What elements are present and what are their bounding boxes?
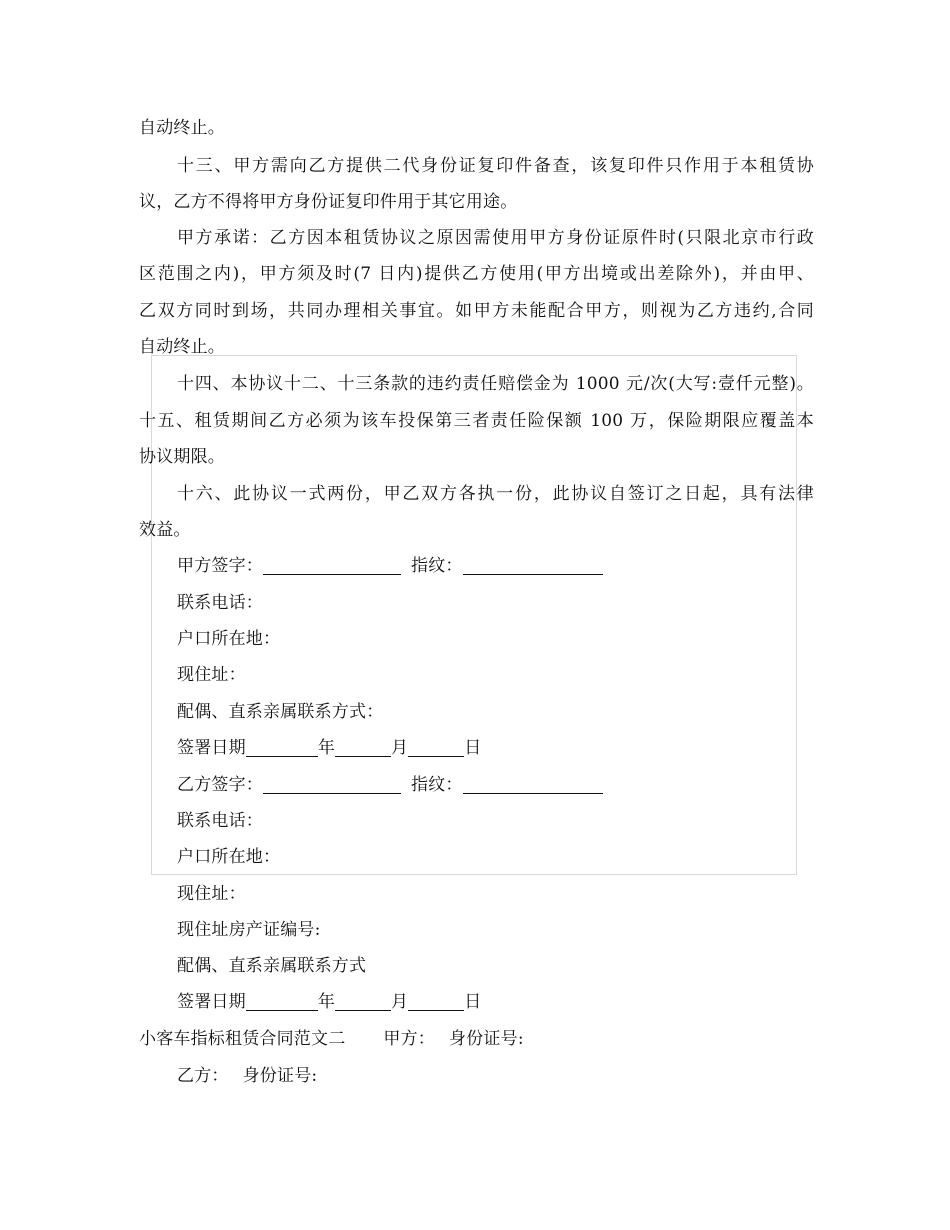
party-b-property-cert: 现住址房产证编号: [177, 920, 321, 940]
next-contract-party-b-row [177, 1058, 814, 1094]
promise-line-1: 甲方承诺：乙方因本租赁协议之原因需使用甲方身份证原件时(只限北京市行政 [177, 228, 814, 248]
party-b-year-label: 年 [317, 992, 336, 1012]
party-b-sign-field[interactable] [263, 773, 401, 794]
party-a-day-field[interactable] [408, 736, 464, 757]
party-b-fingerprint-field[interactable] [463, 773, 603, 794]
paragraph-line: 自动终止。 [139, 118, 225, 138]
party-a-fingerprint-field[interactable] [463, 554, 603, 575]
party-a-phone: 联系电话： [177, 593, 263, 613]
clause-16-line-1: 十六、此协议一式两份，甲乙双方各执一份，此协议自签订之日起，具有法律 [177, 484, 814, 504]
party-b-spouse-contact: 配偶、直系亲属联系方式 [177, 956, 367, 976]
next-contract-header-row [139, 1021, 814, 1057]
party-a-fingerprint-label: 指纹： [411, 556, 463, 576]
party-b-address: 现住址： [177, 884, 246, 904]
party-a-day-label: 日 [464, 738, 482, 758]
party-a-year-label: 年 [317, 738, 336, 758]
party-a-sign-label: 甲方签字： [177, 556, 263, 576]
clause-15-line-1: 十五、租赁期间乙方必须为该车投保第三者责任险保额 100 万，保险期限应覆盖本 [139, 411, 814, 431]
party-b-month-label: 月 [391, 992, 409, 1012]
party-b-day-label: 日 [464, 992, 482, 1012]
party-a-address: 现住址： [177, 665, 246, 685]
party-a-year-field[interactable] [246, 736, 318, 757]
party-b-month-field[interactable] [335, 990, 391, 1011]
next-contract-party-b-label: 乙方： [177, 1066, 229, 1086]
party-b-year-field[interactable] [246, 990, 318, 1011]
next-contract-id-label-a: 身份证号: [449, 1029, 524, 1049]
party-a-month-label: 月 [391, 738, 409, 758]
promise-line-2: 区范围之内)，甲方须及时(7 日内)提供乙方使用(甲方出境或出差除外)，并由甲、 [139, 264, 814, 284]
party-a-month-field[interactable] [335, 736, 391, 757]
party-a-date-row [177, 730, 814, 766]
party-b-fingerprint-label: 指纹： [411, 775, 463, 795]
party-b-date-label: 签署日期 [177, 992, 246, 1012]
clause-13-line-1: 十三、甲方需向乙方提供二代身份证复印件备查，该复印件只作用于本租赁协 [177, 156, 814, 176]
party-b-hukou: 户口所在地： [177, 847, 281, 867]
party-a-sign-field[interactable] [263, 554, 401, 575]
promise-line-4: 自动终止。 [139, 337, 225, 357]
party-b-date-row [177, 984, 814, 1020]
next-contract-party-a-label: 甲方： [383, 1029, 436, 1049]
next-contract-id-label-b: 身份证号: [242, 1066, 318, 1086]
party-b-sign-label: 乙方签字： [177, 775, 263, 795]
party-a-signature-row [177, 548, 814, 584]
clause-15-line-2: 协议期限。 [139, 447, 225, 467]
party-b-phone: 联系电话： [177, 811, 263, 831]
next-contract-title: 小客车指标租赁合同范文二 [139, 1029, 346, 1049]
party-b-day-field[interactable] [408, 990, 464, 1011]
party-b-signature-row [177, 767, 814, 803]
party-a-date-label: 签署日期 [177, 738, 246, 758]
clause-14-line: 十四、本协议十二、十三条款的违约责任赔偿金为 1000 元/次(大写:壹仟元整)。 [177, 374, 814, 394]
party-a-spouse-contact: 配偶、直系亲属联系方式： [177, 702, 384, 722]
promise-line-3: 乙双方同时到场，共同办理相关事宜。如甲方未能配合甲方，则视为乙方违约,合同 [139, 301, 814, 321]
clause-16-line-2: 效益。 [139, 520, 191, 540]
party-a-hukou: 户口所在地： [177, 629, 281, 649]
clause-13-line-2: 议，乙方不得将甲方身份证复印件用于其它用途。 [139, 192, 518, 212]
